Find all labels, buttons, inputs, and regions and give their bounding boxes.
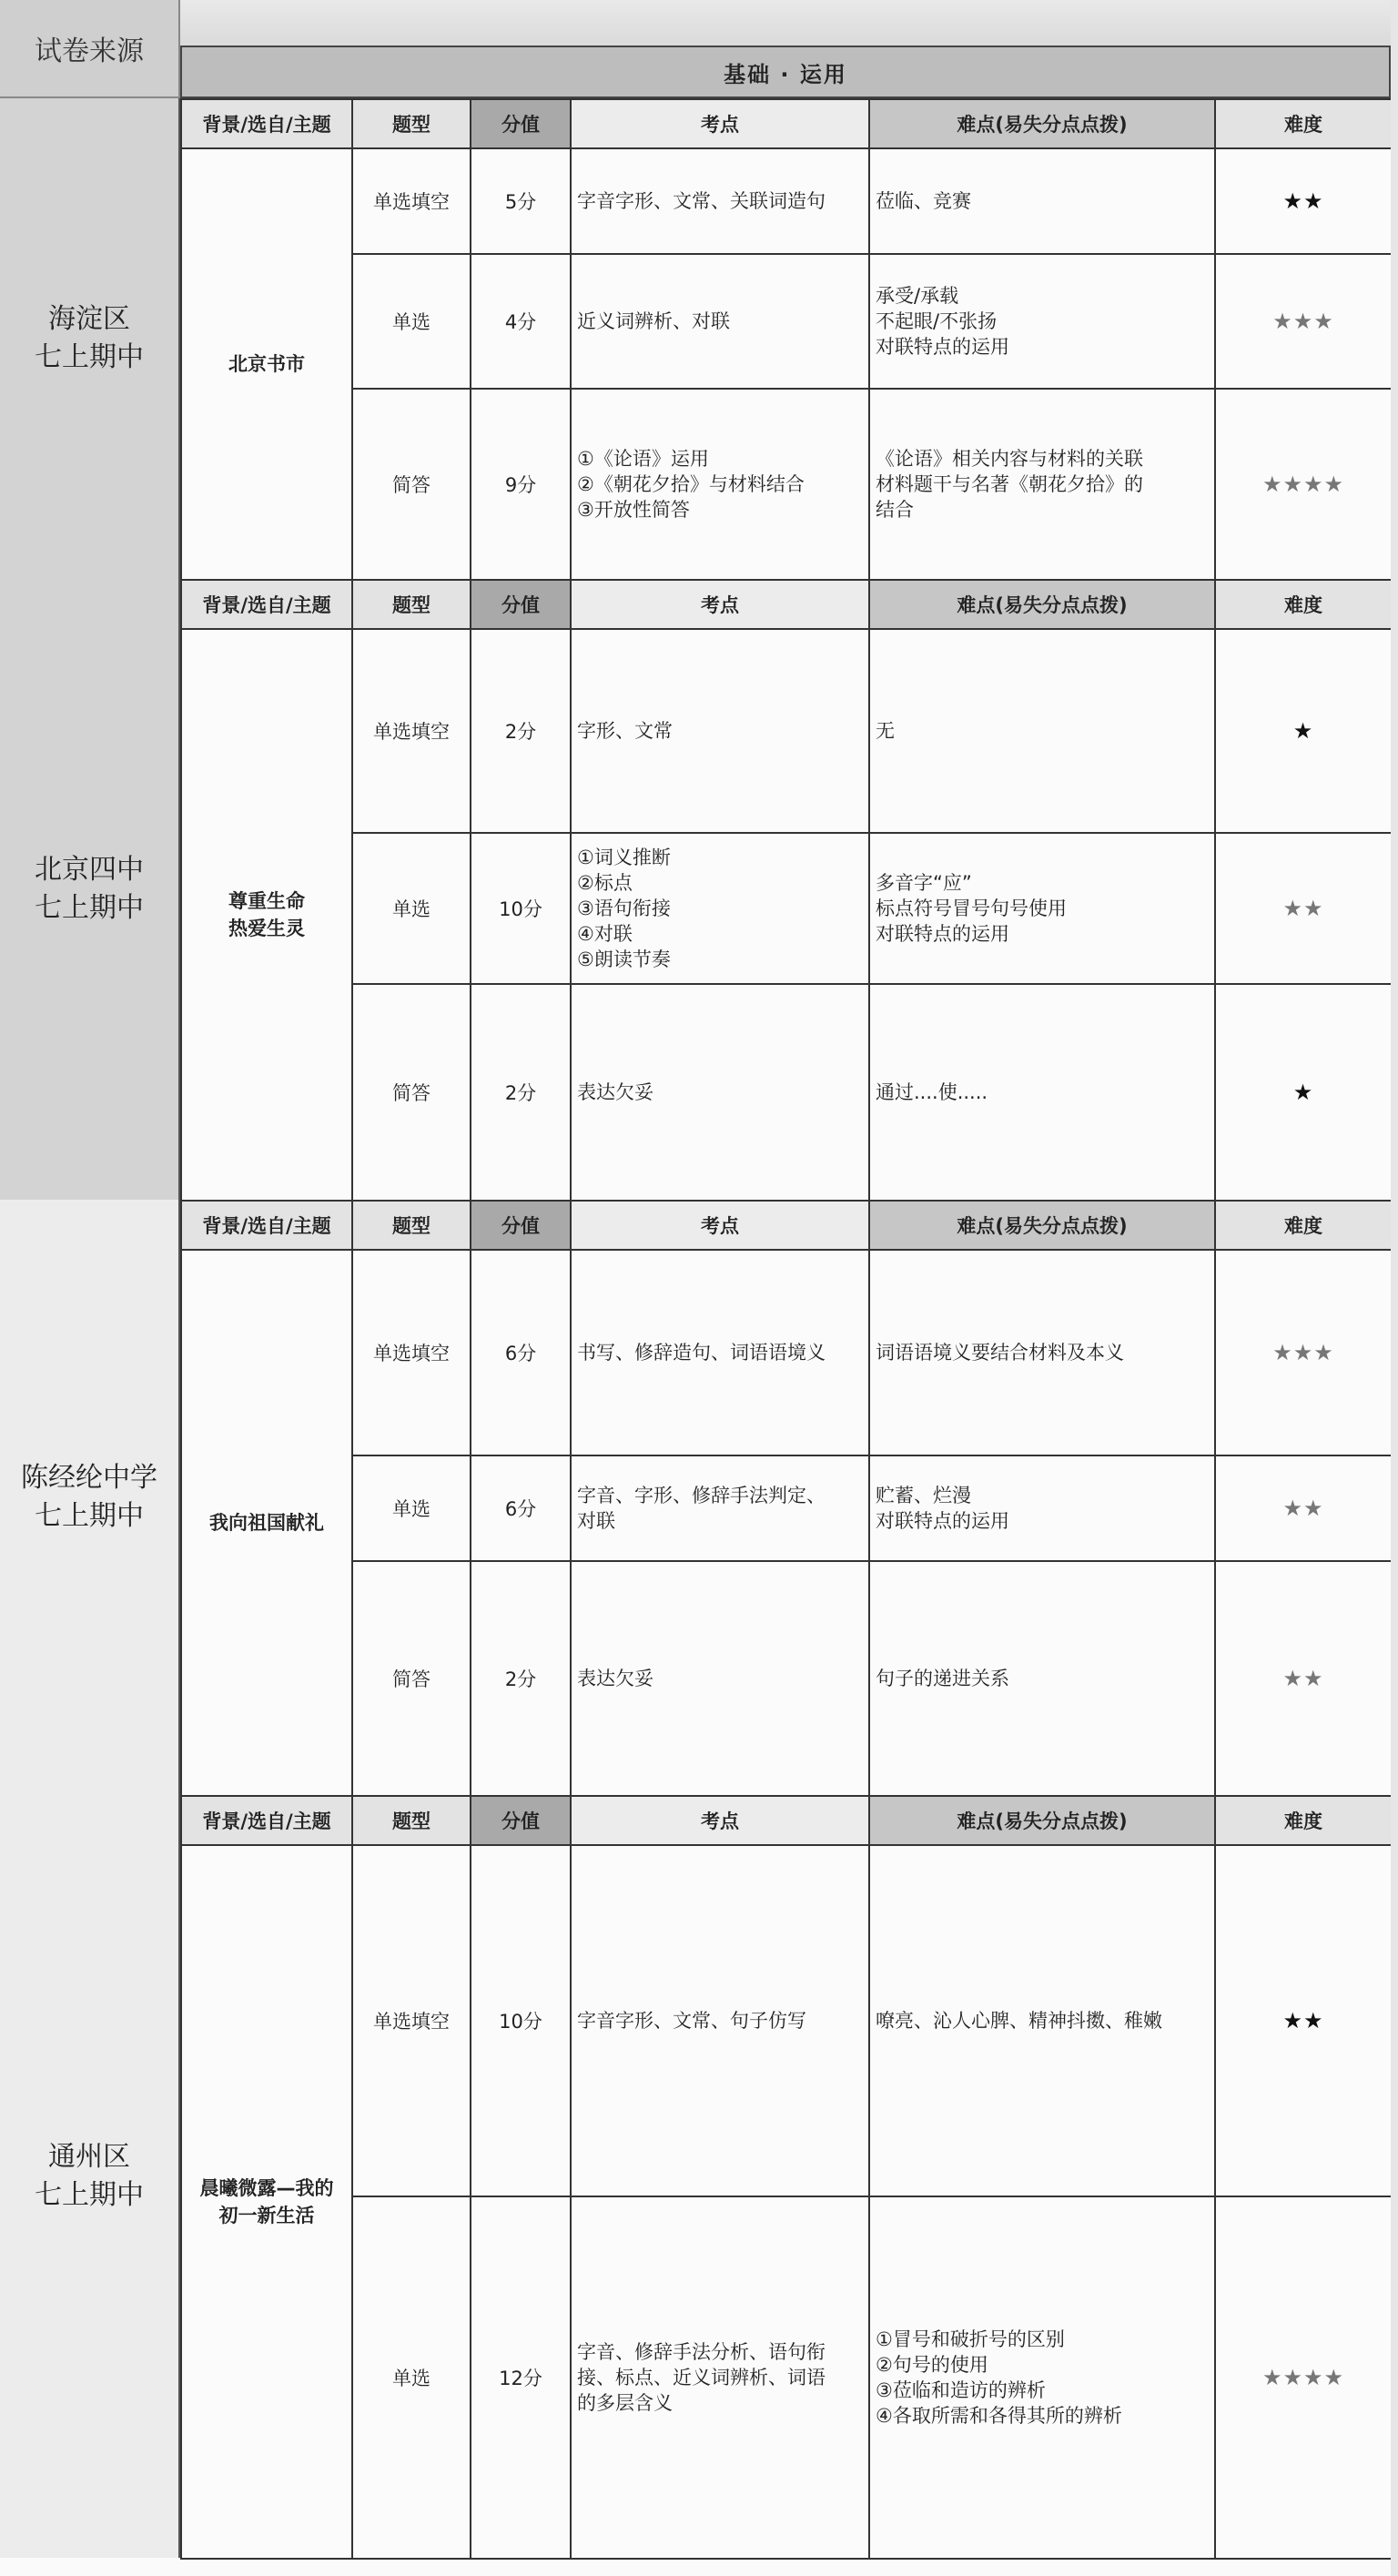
test-point-line: ①《论语》运用 <box>577 448 709 470</box>
difficulty-note-line: 多音字“应” <box>876 872 972 894</box>
table-row <box>181 1561 1392 1796</box>
difficulty-notes-cell <box>869 2196 1215 2559</box>
column-header: 题型 <box>352 1201 471 1250</box>
source-label <box>0 1795 180 2558</box>
difficulty-notes-cell <box>869 148 1215 254</box>
column-header: 背景/选自/主题 <box>181 1201 352 1250</box>
difficulty-note-line: 无 <box>876 720 895 742</box>
table-row <box>181 984 1392 1201</box>
theme-cell <box>181 148 352 580</box>
table-header-row <box>181 580 1392 629</box>
difficulty-stars: ★★★★ <box>1261 472 1345 497</box>
table-row <box>181 254 1392 389</box>
table-header-row <box>181 99 1392 148</box>
test-point-line: 字音、字形、修辞手法判定、 <box>577 1485 826 1506</box>
test-point-line: 字音、修辞手法分析、语句衔 <box>577 2341 826 2363</box>
table-header-row <box>181 1796 1392 1845</box>
score-cell: 10分 <box>471 833 571 984</box>
column-header: 难点(易失分点点拨) <box>869 1796 1215 1845</box>
test-point-line: ①词义推断 <box>577 847 671 868</box>
top-strip <box>180 0 1398 46</box>
test-points-cell <box>571 254 869 389</box>
difficulty-note-line: ②句号的使用 <box>876 2354 988 2376</box>
column-header: 难度 <box>1215 99 1392 148</box>
source-label-line: 七上期中 <box>35 341 144 373</box>
test-point-line: 字音字形、文常、关联词造句 <box>577 190 826 212</box>
analysis-table <box>180 579 1393 1202</box>
source-section <box>0 1200 1398 1795</box>
score-cell: 4分 <box>471 254 571 389</box>
test-points-cell <box>571 1455 869 1561</box>
difficulty-note-line: ③莅临和造访的辨析 <box>876 2379 1046 2401</box>
test-points-cell <box>571 389 869 580</box>
difficulty-note-line: 句子的递进关系 <box>876 1668 1009 1689</box>
column-header: 考点 <box>571 99 869 148</box>
difficulty-note-line: 对联特点的运用 <box>876 336 1009 358</box>
theme-cell <box>181 1845 352 2559</box>
difficulty-notes-cell <box>869 254 1215 389</box>
difficulty-notes-cell <box>869 389 1215 580</box>
source-section <box>0 579 1398 1200</box>
score-cell: 2分 <box>471 984 571 1201</box>
difficulty-stars: ★★ <box>1282 896 1324 921</box>
column-header: 分值 <box>471 580 571 629</box>
difficulty-stars-cell <box>1215 2196 1392 2559</box>
score-cell: 6分 <box>471 1250 571 1455</box>
difficulty-stars: ★ <box>1292 1080 1314 1105</box>
difficulty-stars: ★★ <box>1282 188 1324 214</box>
source-label-line: 通州区 <box>48 2141 130 2173</box>
analysis-table <box>180 1795 1393 2560</box>
difficulty-note-line: 通过....使..... <box>876 1081 988 1103</box>
question-type-cell: 单选 <box>352 254 471 389</box>
column-header: 题型 <box>352 580 471 629</box>
difficulty-note-line: 莅临、竞赛 <box>876 190 971 212</box>
column-header: 分值 <box>471 99 571 148</box>
test-point-line: ③开放性简答 <box>577 499 690 521</box>
difficulty-stars: ★ <box>1292 718 1314 744</box>
difficulty-stars: ★★ <box>1282 1496 1324 1521</box>
question-type-cell: 单选填空 <box>352 1845 471 2196</box>
score-cell: 2分 <box>471 1561 571 1796</box>
test-points-cell <box>571 1250 869 1455</box>
column-header: 考点 <box>571 1201 869 1250</box>
test-point-line: 的多层含义 <box>577 2392 673 2414</box>
test-points-cell <box>571 2196 869 2559</box>
table-row <box>181 1455 1392 1561</box>
question-type-cell: 单选 <box>352 1455 471 1561</box>
test-points-cell <box>571 1845 869 2196</box>
column-header: 背景/选自/主题 <box>181 580 352 629</box>
column-header: 分值 <box>471 1201 571 1250</box>
source-label <box>0 579 180 1200</box>
source-label-line: 七上期中 <box>35 1500 144 1532</box>
source-header <box>0 0 180 98</box>
test-points-cell <box>571 148 869 254</box>
section-title <box>180 46 1391 98</box>
score-cell: 12分 <box>471 2196 571 2559</box>
table-row <box>181 389 1392 580</box>
test-point-line: 对联 <box>577 1510 615 1532</box>
test-points-cell <box>571 629 869 833</box>
test-point-line: 接、标点、近义词辨析、词语 <box>577 2367 826 2388</box>
difficulty-notes-cell <box>869 1250 1215 1455</box>
table-row <box>181 2196 1392 2559</box>
column-header: 背景/选自/主题 <box>181 99 352 148</box>
difficulty-note-line: 嘹亮、沁人心脾、精神抖擞、稚嫩 <box>876 2010 1162 2032</box>
difficulty-note-line: 承受/承载 <box>876 285 959 307</box>
score-cell: 2分 <box>471 629 571 833</box>
test-point-line: ②《朝花夕拾》与材料结合 <box>577 473 805 495</box>
difficulty-note-line: 词语语境义要结合材料及本义 <box>876 1342 1124 1364</box>
test-point-line: 表达欠妥 <box>577 1081 653 1103</box>
difficulty-note-line: 标点符号冒号句号使用 <box>876 898 1067 919</box>
difficulty-stars: ★★ <box>1282 1666 1324 1691</box>
source-label <box>0 98 180 579</box>
analysis-table <box>180 1200 1393 1797</box>
difficulty-note-line: ①冒号和破折号的区别 <box>876 2328 1065 2350</box>
source-header-label: 试卷来源 <box>35 35 144 67</box>
column-header: 背景/选自/主题 <box>181 1796 352 1845</box>
source-label-line: 七上期中 <box>35 2179 144 2211</box>
source-section <box>0 98 1398 579</box>
test-point-line: 近义词辨析、对联 <box>577 310 730 332</box>
section-title-text: 基础 · 运用 <box>724 61 847 87</box>
question-type-cell: 简答 <box>352 984 471 1201</box>
test-points-cell <box>571 984 869 1201</box>
difficulty-note-line: 不起眼/不张扬 <box>876 310 998 332</box>
question-type-cell: 单选填空 <box>352 148 471 254</box>
difficulty-notes-cell <box>869 1561 1215 1796</box>
source-label-line: 海淀区 <box>48 303 130 335</box>
question-type-cell: 单选 <box>352 2196 471 2559</box>
table-row <box>181 1845 1392 2196</box>
right-edge <box>1391 0 1398 2576</box>
score-cell: 6分 <box>471 1455 571 1561</box>
question-type-cell: 简答 <box>352 389 471 580</box>
theme-line: 我向祖国献礼 <box>209 1512 324 1534</box>
difficulty-stars-cell <box>1215 1250 1392 1455</box>
difficulty-note-line: 贮蓄、烂漫 <box>876 1485 971 1506</box>
theme-cell <box>181 1250 352 1796</box>
score-cell: 9分 <box>471 389 571 580</box>
column-header: 难点(易失分点点拨) <box>869 580 1215 629</box>
score-cell: 10分 <box>471 1845 571 2196</box>
table-row <box>181 1250 1392 1455</box>
test-point-line: ③语句衔接 <box>577 898 671 919</box>
source-label-line: 陈经纶中学 <box>21 1462 157 1494</box>
question-type-cell: 单选 <box>352 833 471 984</box>
source-label-line: 七上期中 <box>35 892 144 924</box>
test-point-line: 字形、文常 <box>577 720 673 742</box>
difficulty-note-line: 材料题干与名著《朝花夕拾》的 <box>876 473 1143 495</box>
difficulty-stars: ★★★ <box>1272 1340 1334 1365</box>
theme-line: 北京书市 <box>228 353 305 375</box>
theme-line: 初一新生活 <box>218 2205 315 2226</box>
question-type-cell: 简答 <box>352 1561 471 1796</box>
column-header: 题型 <box>352 1796 471 1845</box>
difficulty-stars: ★★★ <box>1272 309 1334 334</box>
difficulty-stars-cell <box>1215 629 1392 833</box>
test-point-line: ④对联 <box>577 923 633 945</box>
difficulty-notes-cell <box>869 984 1215 1201</box>
difficulty-stars-cell <box>1215 1561 1392 1796</box>
theme-line: 热爱生灵 <box>228 918 305 939</box>
table-row <box>181 629 1392 833</box>
test-point-line: ②标点 <box>577 872 633 894</box>
difficulty-stars-cell <box>1215 984 1392 1201</box>
column-header: 难度 <box>1215 580 1392 629</box>
table-row <box>181 833 1392 984</box>
difficulty-notes-cell <box>869 833 1215 984</box>
difficulty-notes-cell <box>869 629 1215 833</box>
difficulty-stars-cell <box>1215 833 1392 984</box>
test-points-cell <box>571 1561 869 1796</box>
difficulty-stars-cell <box>1215 148 1392 254</box>
column-header: 分值 <box>471 1796 571 1845</box>
difficulty-stars-cell <box>1215 1455 1392 1561</box>
column-header: 考点 <box>571 580 869 629</box>
source-label <box>0 1200 180 1795</box>
difficulty-notes-cell <box>869 1845 1215 2196</box>
difficulty-stars-cell <box>1215 1845 1392 2196</box>
question-type-cell: 单选填空 <box>352 629 471 833</box>
difficulty-notes-cell <box>869 1455 1215 1561</box>
theme-line: 晨曦微露—我的 <box>199 2177 334 2199</box>
score-cell: 5分 <box>471 148 571 254</box>
test-point-line: 字音字形、文常、句子仿写 <box>577 2010 806 2032</box>
difficulty-note-line: ④各取所需和各得其所的辨析 <box>876 2405 1122 2427</box>
theme-line: 尊重生命 <box>228 890 305 912</box>
test-points-cell <box>571 833 869 984</box>
question-type-cell: 单选填空 <box>352 1250 471 1455</box>
test-point-line: ⑤朗读节奏 <box>577 948 671 970</box>
theme-cell <box>181 629 352 1201</box>
difficulty-note-line: 结合 <box>876 499 914 521</box>
column-header: 难度 <box>1215 1796 1392 1845</box>
difficulty-note-line: 对联特点的运用 <box>876 923 1009 945</box>
difficulty-stars-cell <box>1215 389 1392 580</box>
source-section <box>0 1795 1398 2558</box>
table-header-row <box>181 1201 1392 1250</box>
column-header: 难度 <box>1215 1201 1392 1250</box>
column-header: 难点(易失分点点拨) <box>869 99 1215 148</box>
source-label-line: 北京四中 <box>35 854 144 886</box>
column-header: 难点(易失分点点拨) <box>869 1201 1215 1250</box>
difficulty-stars: ★★★★ <box>1261 2365 1345 2390</box>
analysis-table <box>180 98 1393 581</box>
difficulty-stars-cell <box>1215 254 1392 389</box>
column-header: 考点 <box>571 1796 869 1845</box>
difficulty-stars: ★★ <box>1282 2008 1324 2033</box>
column-header: 题型 <box>352 99 471 148</box>
test-point-line: 书写、修辞造句、词语语境义 <box>577 1342 826 1364</box>
difficulty-note-line: 《论语》相关内容与材料的关联 <box>876 448 1143 470</box>
table-row <box>181 148 1392 254</box>
test-point-line: 表达欠妥 <box>577 1668 653 1689</box>
difficulty-note-line: 对联特点的运用 <box>876 1510 1009 1532</box>
